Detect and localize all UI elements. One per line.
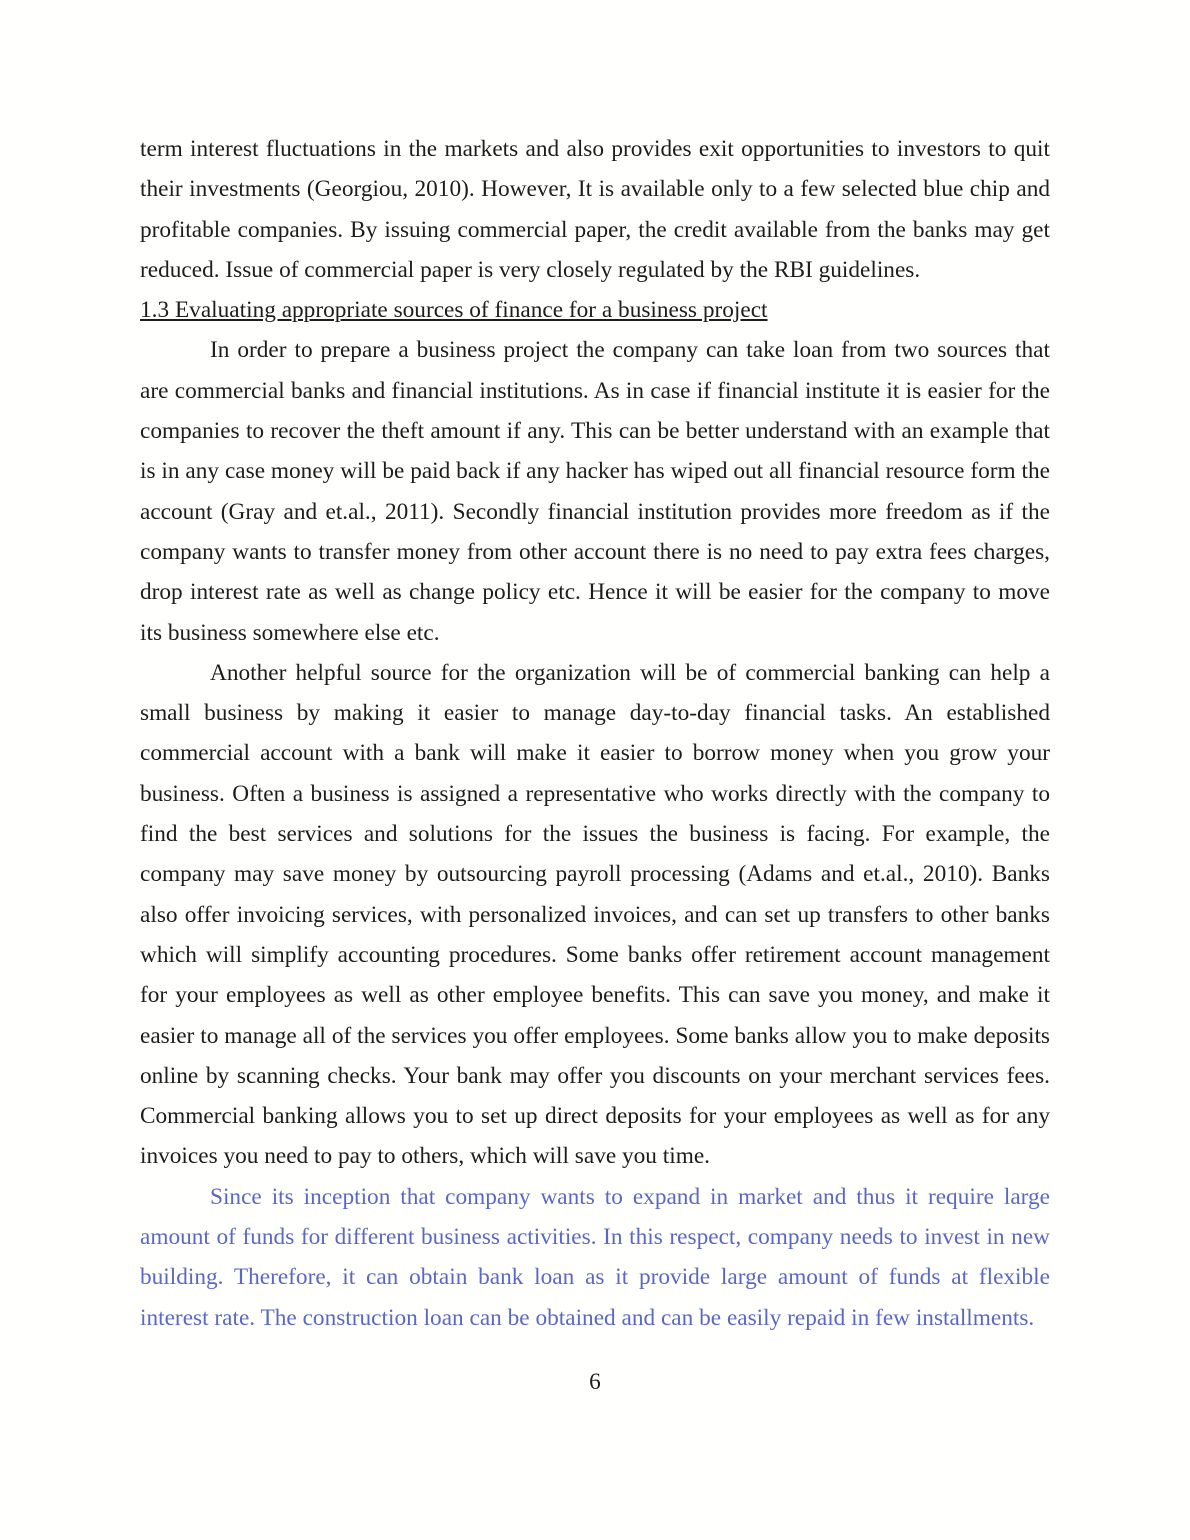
commercial-banking-paragraph: Another helpful source for the organization will be of commercial banking can help a small business by making it easier to manage day-to-day financial tasks. An established commercial account with a bank will make it easier to borrow money when you grow your business. Often a business is assigned a representative who works directly with the company to find the best services and solutions for the issues the business is facing. For example, the company may save money by outsourcing payroll processing (Adams and et.al., 2010). Banks also offer invoicing services, with personalized invoices, and can set up transfers to other banks which will simplify accounting procedures. Some banks offer retirement account management for your employees as well as other employee benefits. This can save you money, and make it easier to manage all of the services you offer employees. Some banks allow you to make deposits online by scanning checks. Your bank may offer you discounts on your merchant services fees. Commercial banking allows you to set up direct deposits for your employees as well as for any invoices you need to pay to others, which will save you time.	[140, 659, 1050, 1170]
page-number: 6	[589, 1369, 601, 1395]
sources-paragraph: In order to prepare a business project the company can take loan from two sources that are commercial banks and financial institutions. As in case if financial institute it is easier for the companies to recover the theft amount if any. This can be better understand with an example that is in any case money will be paid back if any hacker has wiped out all financial resource form the account (Gray and et.al., 2011). Secondly financial institution provides more freedom as if the company wants to transfer money from other account there is no need to pay extra fees charges, drop interest rate as well as change policy etc. Hence it will be easier for the company to move its business somewhere else etc.	[140, 337, 1050, 646]
funding-paragraph: Since its inception that company wants to expand in market and thus it require large amount of funds for different business activities. In this respect, company needs to invest in new building. Therefore, it can obtain bank loan as it provide large amount of funds at flexible interest rate. The construction loan can be obtained and can be easily repaid in few installments.	[140, 1183, 1050, 1331]
continuation-paragraph: term interest fluctuations in the markets and also provides exit opportunities to investors to quit their investments (Georgiou, 2010). However, It is available only to a few selected blue chip and profitable companies. By issuing commercial paper, the credit available from the banks may get reduced. Issue of commercial paper is very closely regulated by the RBI guidelines.	[140, 136, 1050, 283]
document-body	[140, 129, 1050, 1338]
section-heading: 1.3 Evaluating appropriate sources of finance for a business project	[140, 297, 768, 324]
